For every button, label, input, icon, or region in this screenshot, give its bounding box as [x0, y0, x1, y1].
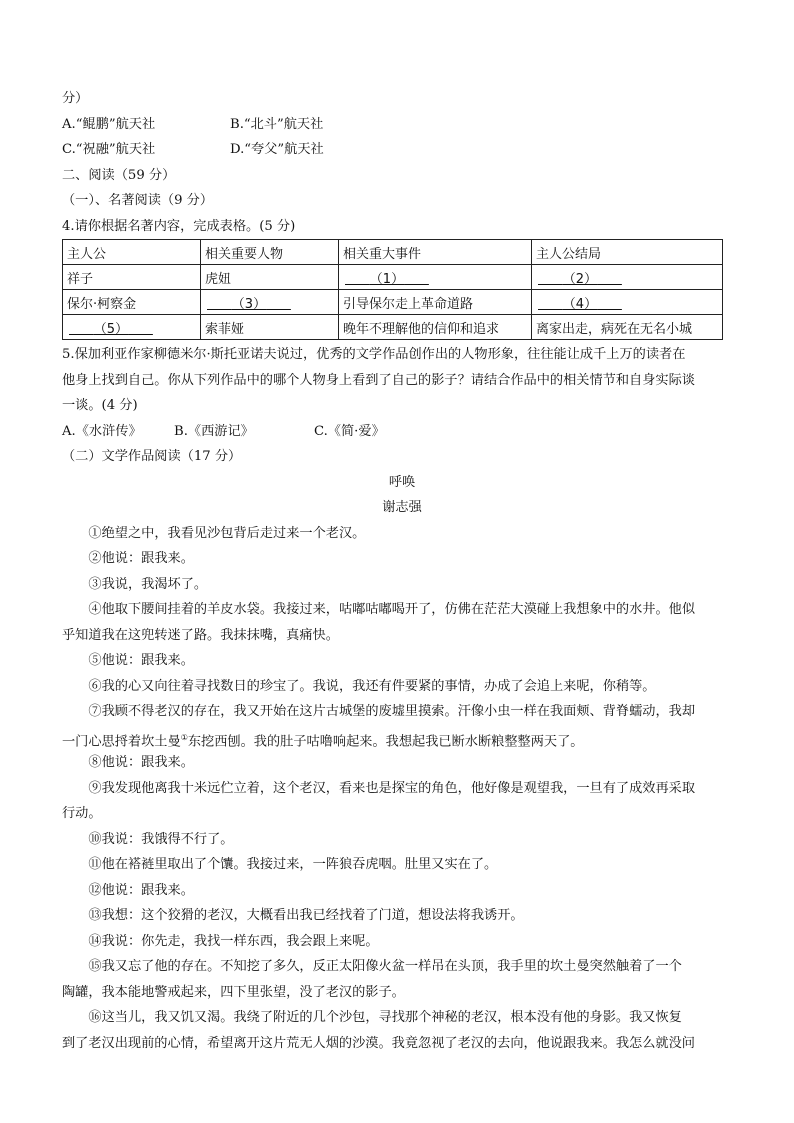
- article-title: 呼唤: [388, 474, 416, 490]
- subsection-heading-classics: （一）、名著阅读（9 分）: [62, 193, 214, 208]
- question-5-line-1: 5.保加利亚作家柳德米尔·斯托亚诺夫说过，优秀的文学作品创作出的人物形象，往往能让成千上万的读者在: [62, 347, 686, 362]
- question-5-line-3: 一谈。(4 分): [62, 398, 138, 413]
- table-header: 相关重要人物: [201, 240, 339, 265]
- table-row: [63, 265, 723, 290]
- question-4: 4.请你根据名著内容，完成表格。(5 分): [62, 218, 296, 234]
- table-cell: [63, 315, 201, 340]
- subsection-heading-literature: （二）文学作品阅读（17 分）: [62, 449, 242, 464]
- option-d: D.“夸父”航天社: [230, 142, 324, 157]
- table-cell: 保尔·柯察金: [63, 290, 201, 315]
- table-cell: [339, 265, 532, 290]
- option-a: A.《水浒传》: [62, 423, 142, 439]
- question-tail: 分）: [62, 91, 89, 106]
- table-cell: 离家出走，病死在无名小城: [532, 315, 723, 340]
- section-heading: 二、阅读（59 分）: [62, 167, 176, 183]
- paragraph-12: ⑫他说：跟我来。: [88, 882, 194, 898]
- option-c: C.《简·爱》: [314, 423, 385, 439]
- paragraph-4-line-1: ④他取下腰间挂着的羊皮水袋。我接过来，咕嘟咕嘟喝开了，仿佛在茫茫大漠碰上我想象中的水井。他似: [88, 602, 696, 617]
- option-a: A.“鲲鹏”航天社: [62, 116, 156, 132]
- table-header: 相关重大事件: [339, 240, 532, 265]
- table-cell: 引导保尔走上革命道路: [339, 290, 532, 315]
- table-cell: 晚年不理解他的信仰和追求: [339, 315, 532, 340]
- options-row-cd: [62, 137, 742, 163]
- paragraph-1: ①绝望之中，我看见沙包背后走过来一个老汉。: [88, 525, 366, 541]
- table-cell: [201, 290, 339, 315]
- table-header-row: [63, 240, 723, 265]
- table-cell: [532, 290, 723, 315]
- table-row: [63, 290, 723, 315]
- table-cell: 虎妞: [201, 265, 339, 290]
- answer-blank-3[interactable]: （3）: [231, 296, 267, 312]
- answer-blank-2[interactable]: （2）: [562, 271, 598, 287]
- answer-blank-5[interactable]: （5）: [93, 321, 129, 337]
- paragraph-10: ⑩我说：我饿得不行了。: [88, 831, 234, 847]
- paragraph-15-line-2: 陶罐，我本能地警戒起来，四下里张望，没了老汉的影子。: [62, 984, 405, 1000]
- option-b: B.“北斗”航天社: [230, 116, 324, 132]
- paragraph-15-line-1: ⑮我又忘了他的存在。不知挖了多久，反正太阳像火盆一样吊在头顶，我手里的坎土曼突然触着了一个: [88, 959, 682, 974]
- article-author: 谢志强: [382, 500, 422, 515]
- exam-page: [62, 86, 742, 1056]
- option-c: C.“祝融”航天社: [62, 142, 156, 157]
- footnote-marker[interactable]: ①: [180, 732, 188, 742]
- answer-blank-4[interactable]: （4）: [562, 296, 598, 312]
- paragraph-4-line-2: 乎知道我在这兜转迷了路。我抹抹嘴，真痛快。: [62, 627, 339, 643]
- paragraph-8: ⑧他说：跟我来。: [88, 755, 194, 770]
- paragraph-9-line-2: 行动。: [62, 806, 102, 821]
- table-row: [63, 315, 723, 340]
- classics-table: [62, 239, 723, 340]
- paragraph-16-line-2: 到了老汉出现前的心情，希望离开这片荒无人烟的沙漠。我竟忽视了老汉的去向，他说跟我来。我怎么就没问: [62, 1035, 695, 1051]
- paragraph-13: ⑬我想：这个狡猾的老汉，大概看出我已经找着了门道，想设法将我诱开。: [88, 908, 524, 923]
- paragraph-14: ⑭我说：你先走，我找一样东西，我会跟上来呢。: [88, 933, 379, 949]
- table-cell: 祥子: [63, 265, 201, 290]
- paragraph-7-line-2: 一门心思捋着坎土曼①东挖西刨。我的肚子咕噜响起来。我想起我已断水断粮整整两天了。: [62, 732, 584, 749]
- question-5-line-2: 他身上找到自己。你从下列作品中的哪个人物身上看到了自己的影子？请结合作品中的相关情节和自身实际谈: [62, 372, 695, 388]
- paragraph-11: ⑪他在褡裢里取出了个馕。我接过来，一阵狼吞虎咽。肚里又实在了。: [88, 857, 498, 872]
- options-row-ab: [62, 112, 742, 138]
- table-cell: [532, 265, 723, 290]
- paragraph-7-line-1: ⑦我顾不得老汉的存在，我又开始在这片古城堡的废墟里摸索。汗像小虫一样在我面颊、背脊蠕动，我却: [88, 704, 696, 719]
- paragraph-16-line-1: ⑯这当儿，我又饥又渴。我绕了附近的几个沙包，寻找那个神秘的老汉，根本没有他的身影。我又恢复: [88, 1010, 682, 1025]
- paragraph-2: ②他说：跟我来。: [88, 551, 194, 566]
- option-b: B.《西游记》: [174, 423, 254, 439]
- paragraph-9-line-1: ⑨我发现他离我十米远伫立着，这个老汉，看来也是探宝的角色，他好像是观望我，一旦有了成效再采取: [88, 780, 696, 796]
- paragraph-6: ⑥我的心又向往着寻找数日的珍宝了。我说，我还有件要紧的事情，办成了会追上来呢，你稍等。: [88, 678, 656, 694]
- table-header: 主人公结局: [532, 240, 723, 265]
- paragraph-3: ③我说，我渴坏了。: [88, 576, 208, 592]
- answer-blank-1[interactable]: （1）: [369, 271, 405, 287]
- paragraph-5: ⑤他说：跟我来。: [88, 653, 194, 668]
- table-cell: 索菲娅: [201, 315, 339, 340]
- question-5-options: [62, 419, 742, 445]
- table-header: 主人公: [63, 240, 201, 265]
